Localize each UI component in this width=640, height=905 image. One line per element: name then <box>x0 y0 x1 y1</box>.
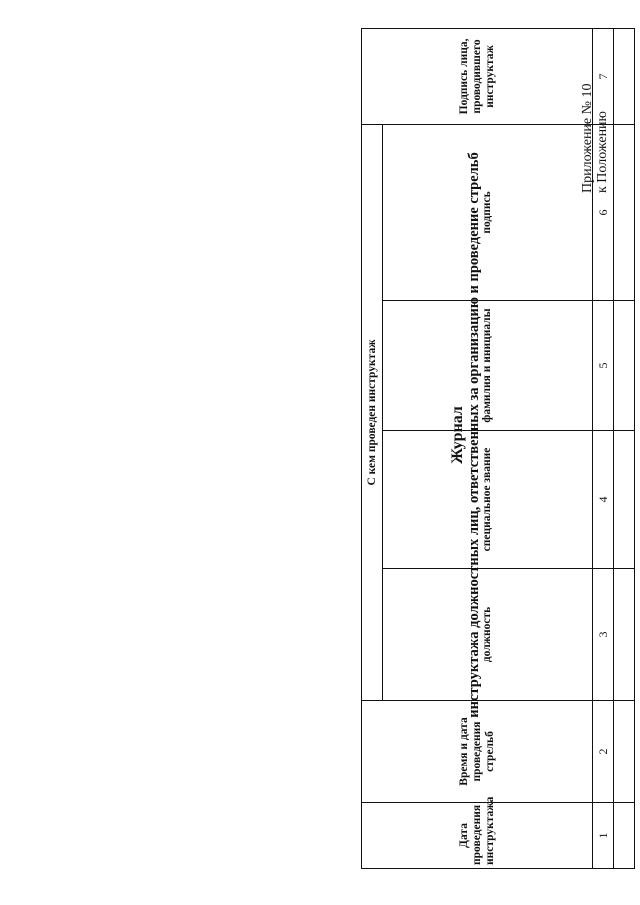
header-group: С кем проведен инструктаж <box>362 124 383 700</box>
appendix-line-2: к Положению <box>595 110 610 193</box>
header-position: должность <box>383 569 593 701</box>
table-row <box>614 28 635 868</box>
header-time: Время и дата проведения стрельб <box>362 701 593 803</box>
column-number: 5 <box>593 301 614 431</box>
header-row-1 <box>362 28 383 868</box>
empty-cell <box>614 569 635 701</box>
column-number: 2 <box>593 701 614 803</box>
empty-cell <box>614 701 635 803</box>
appendix-line-1: Приложение № 10 <box>580 83 595 193</box>
title-line-1: Журнал <box>449 406 466 464</box>
journal-table <box>361 28 635 869</box>
header-rank: специальное звание <box>383 431 593 569</box>
empty-cell <box>614 301 635 431</box>
column-number: 3 <box>593 569 614 701</box>
empty-cell <box>614 124 635 300</box>
header-instructor-signature: Подпись лица, проводившего инструктаж <box>362 28 593 124</box>
header-date: Дата проведения инструктажа <box>362 803 593 869</box>
header-name: фамилия и инициалы <box>383 301 593 431</box>
empty-cell <box>614 28 635 124</box>
column-number: 7 <box>593 28 614 124</box>
title-line-2: инструктажа должностных лиц, ответственных за организацию и проведение стрельб <box>466 152 482 718</box>
column-number: 6 <box>593 124 614 300</box>
empty-cell <box>614 431 635 569</box>
column-number: 1 <box>593 803 614 869</box>
column-number-row <box>593 28 614 868</box>
header-signature: подпись <box>383 124 593 300</box>
empty-cell <box>614 803 635 869</box>
column-number: 4 <box>593 431 614 569</box>
